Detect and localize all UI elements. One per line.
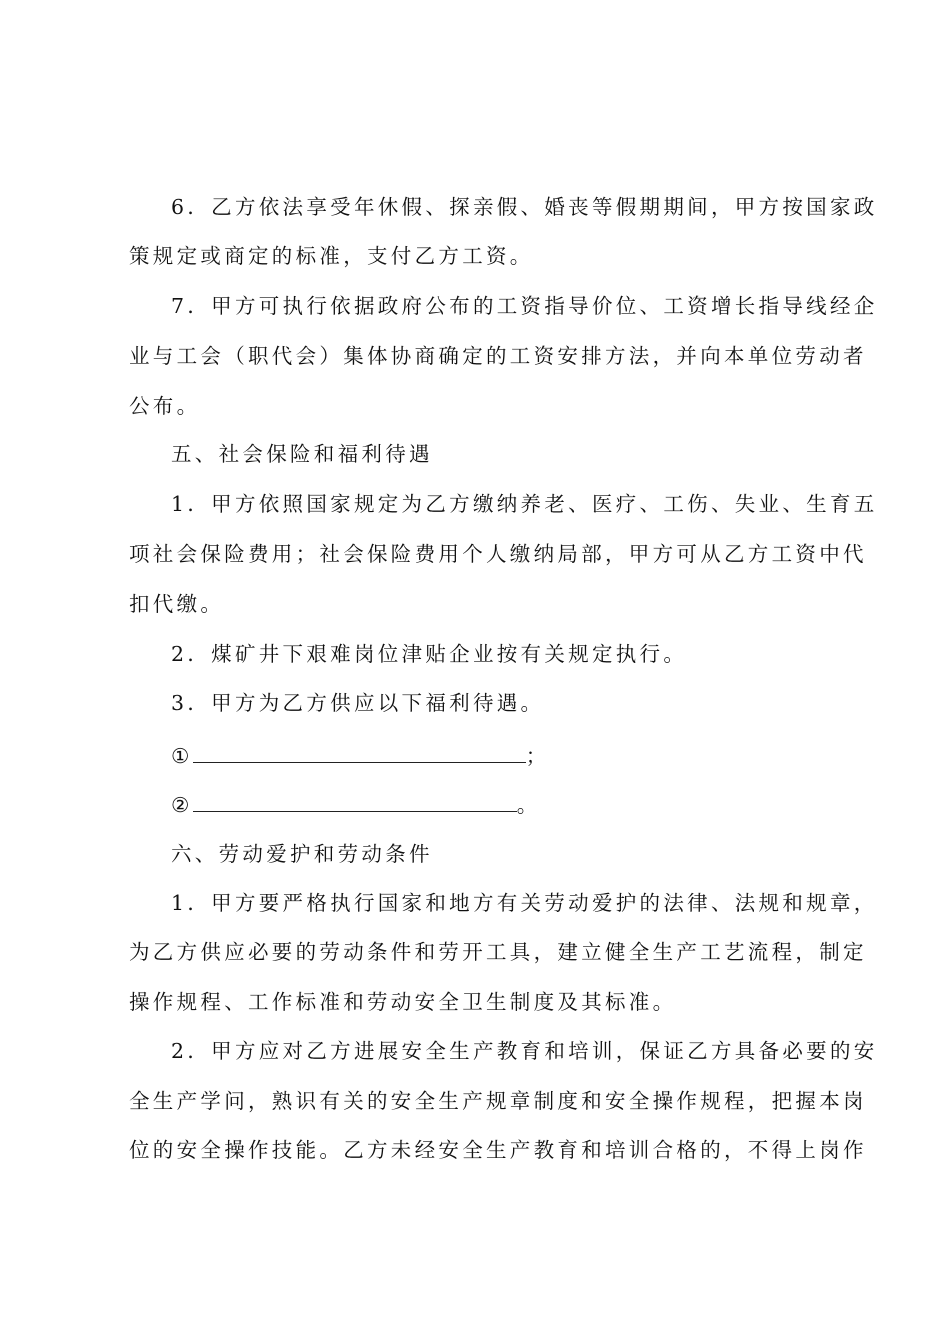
paragraph-line: 1．甲方要严格执行国家和地方有关劳动爱护的法律、法规和规章， [171, 891, 878, 915]
section-heading: 五、社会保险和福利待遇 [171, 442, 433, 466]
paragraph-line: 3．甲方为乙方供应以下福利待遇。 [171, 691, 545, 715]
paragraph-line: 位的安全操作技能。乙方未经安全生产教育和培训合格的，不得上岗作 [129, 1138, 867, 1162]
paragraph-line: 策规定或商定的标准，支付乙方工资。 [129, 244, 534, 268]
paragraph-line: 扣代缴。 [129, 592, 225, 616]
paragraph-line: 项社会保险费用；社会保险费用个人缴纳局部，甲方可从乙方工资中代 [129, 542, 867, 566]
item-end-punct: ； [525, 744, 550, 768]
paragraph-line: 为乙方供应必要的劳动条件和劳开工具，建立健全生产工艺流程，制定 [129, 940, 867, 964]
section-heading: 六、劳动爱护和劳动条件 [171, 842, 433, 866]
paragraph-line: 业与工会（职代会）集体协商确定的工资安排方法，并向本单位劳动者 [129, 344, 867, 368]
item-marker: ① [171, 744, 193, 768]
paragraph-line: 全生产学问，熟识有关的安全生产规章制度和安全操作规程，把握本岗 [129, 1089, 867, 1113]
paragraph-line: 操作规程、工作标准和劳动安全卫生制度及其标准。 [129, 990, 677, 1014]
paragraph-line: 7．甲方可执行依据政府公布的工资指导价位、工资增长指导线经企 [171, 294, 878, 318]
fill-in-line-1 [171, 740, 550, 770]
paragraph-line: 1．甲方依照国家规定为乙方缴纳养老、医疗、工伤、失业、生育五 [171, 492, 878, 516]
fill-in-line-2 [171, 789, 541, 819]
item-marker: ② [171, 793, 193, 817]
item-end-punct: 。 [516, 793, 541, 817]
paragraph-line: 6．乙方依法享受年休假、探亲假、婚丧等假期期间，甲方按国家政 [171, 195, 878, 219]
blank-field[interactable] [193, 740, 526, 763]
paragraph-line: 公布。 [129, 394, 201, 418]
paragraph-line: 2．煤矿井下艰难岗位津贴企业按有关规定执行。 [171, 642, 688, 666]
blank-field[interactable] [193, 789, 517, 812]
paragraph-line: 2．甲方应对乙方进展安全生产教育和培训，保证乙方具备必要的安 [171, 1039, 878, 1063]
